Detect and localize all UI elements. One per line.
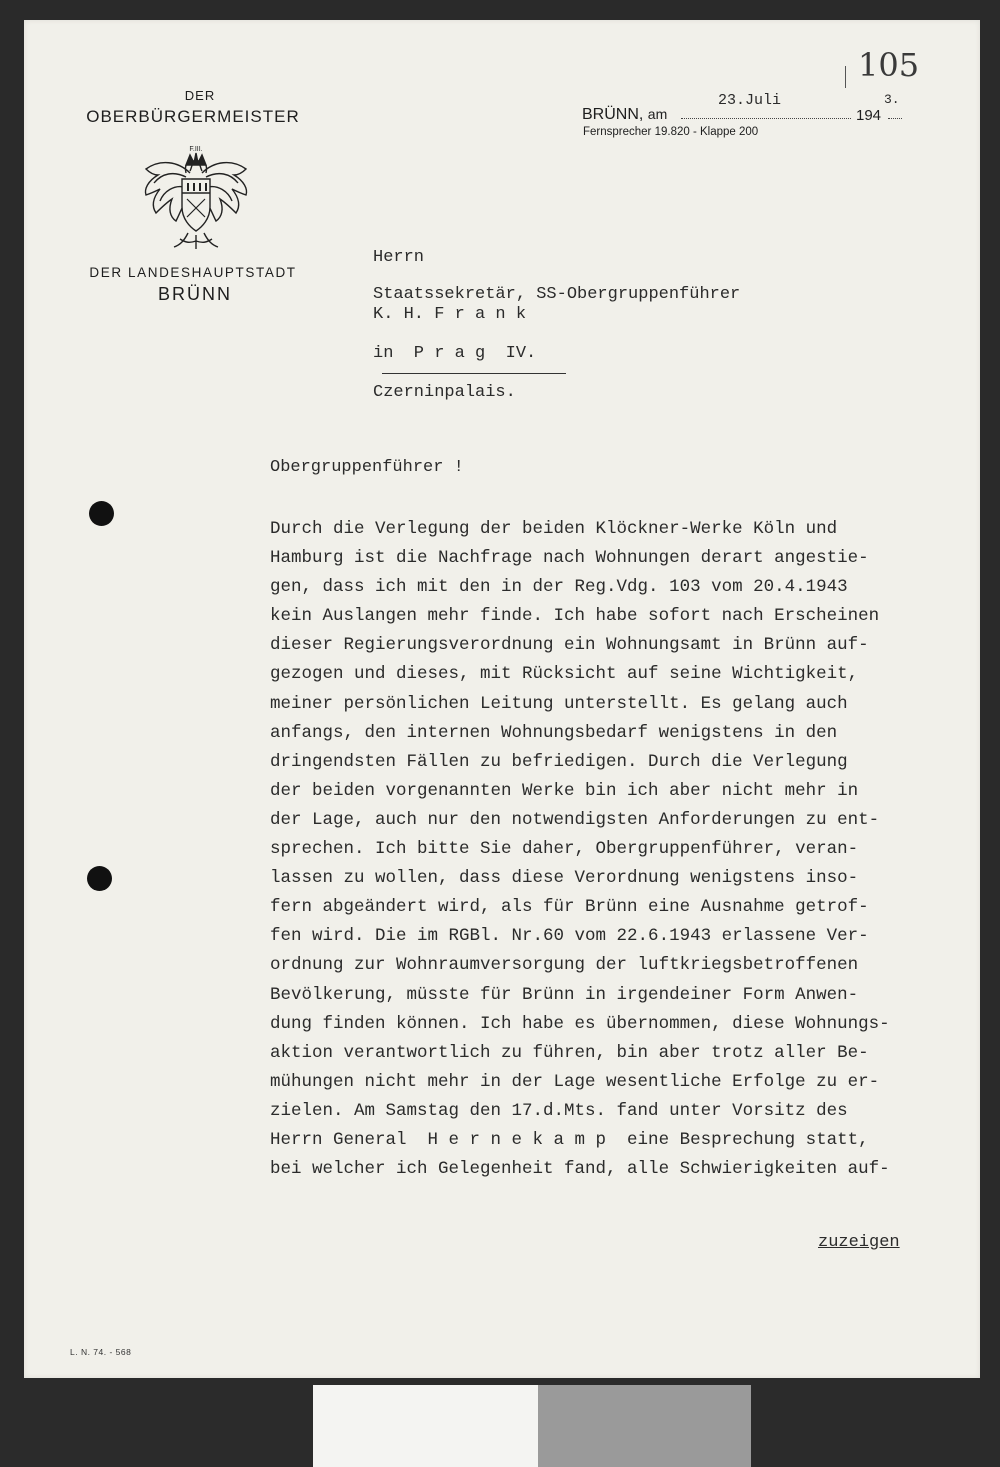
body-line: mühungen nicht mehr in der Lage wesentliche Erfolge zu er-	[270, 1071, 880, 1092]
handwritten-mark	[845, 66, 852, 88]
date-dotted-line	[681, 118, 851, 119]
year-dotted-line	[888, 118, 902, 119]
punch-hole-top	[89, 501, 114, 526]
body-line: meiner persönlichen Leitung unterstellt. Es gelang auch	[270, 693, 848, 714]
body-line: bei welcher ich Gelegenheit fand, alle Schwierigkeiten auf-	[270, 1159, 890, 1180]
body-line: der Lage, auch nur den notwendigsten Anforderungen zu ent-	[270, 809, 880, 830]
address-line-1: Herrn	[373, 248, 425, 267]
body-line: ordnung zur Wohnraumversorgung der luftkriegsbetroffenen	[270, 955, 859, 976]
body-line: gen, dass ich mit den in der Reg.Vdg. 103 vom 20.4.1943	[270, 577, 848, 598]
form-number: L. N. 74. - 568	[70, 1347, 132, 1357]
body-line: gezogen und dieses, mit Rücksicht auf seine Wichtigkeit,	[270, 664, 859, 685]
letterhead-der: DER	[184, 88, 216, 103]
address-underline	[382, 373, 566, 374]
body-line: fen wird. Die im RGBl. Nr.60 vom 22.6.1943 erlassene Ver-	[270, 926, 869, 947]
body-line: dringendsten Fällen zu befriedigen. Durch die Verlegung	[270, 751, 848, 772]
scan-gray-card	[538, 1385, 751, 1467]
letterhead-city-label: DER LANDESHAUPTSTADT	[89, 265, 297, 280]
letterhead-title: OBERBÜRGERMEISTER	[86, 107, 300, 126]
body-line: aktion verantwortlich zu führen, bin aber trotz aller Be-	[270, 1042, 869, 1063]
crest-label: F.III.	[189, 146, 203, 153]
letter-body	[270, 515, 970, 1184]
letterhead-city: BRÜNN	[157, 284, 232, 304]
body-line: dung finden können. Ich habe es übernommen, diese Wohnungs-	[270, 1013, 890, 1034]
coat-of-arms-emblem	[140, 143, 252, 253]
body-line: dieser Regierungsverordnung ein Wohnungsamt in Brünn auf-	[270, 635, 869, 656]
header-phone: Fernsprecher 19.820 - Klappe 200	[583, 126, 759, 138]
body-line: fern abgeändert wird, als für Brünn eine Ausnahme getrof-	[270, 897, 869, 918]
body-line: lassen zu wollen, dass diese Verordnung wenigstens inso-	[270, 868, 859, 889]
header-date: 23.Juli	[718, 92, 782, 109]
salutation: Obergruppenführer !	[270, 458, 464, 477]
header-year-suffix: 3.	[884, 92, 900, 107]
body-line: kein Auslangen mehr finde. Ich habe sofort nach Erscheinen	[270, 606, 880, 627]
address-line-4: in P r a g IV.	[373, 344, 537, 363]
scan-white-card	[313, 1385, 538, 1467]
punch-hole-bottom	[87, 866, 112, 891]
body-line: Durch die Verlegung der beiden Klöckner-Werke Köln und	[270, 519, 838, 539]
body-line: anfangs, den internen Wohnungsbedarf wenigstens in den	[270, 722, 838, 743]
body-line: Herrn General H e r n e k a m p eine Besprechung statt,	[270, 1129, 869, 1150]
body-line: Bevölkerung, müsste für Brünn in irgendeiner Form Anwen-	[270, 984, 859, 1005]
header-place-name: BRÜNN,	[582, 106, 644, 123]
address-line-2: Staatssekretär, SS-Obergruppenführer	[373, 285, 741, 304]
continuation-word: zuzeigen	[818, 1233, 900, 1252]
body-line: der beiden vorgenannten Werke bin ich aber nicht mehr in	[270, 780, 859, 801]
header-year-prefix: 194	[856, 107, 882, 124]
body-line: zielen. Am Samstag den 17.d.Mts. fand unter Vorsitz des	[270, 1100, 848, 1121]
body-line: sprechen. Ich bitte Sie daher, Obergruppenführer, veran-	[270, 839, 859, 860]
header-am: am	[647, 106, 668, 122]
handwritten-folio-number: 105	[858, 46, 920, 84]
address-line-5: Czerninpalais.	[373, 383, 516, 402]
header-place	[582, 106, 667, 124]
address-line-3: K. H. F r a n k	[373, 305, 527, 324]
body-line: Hamburg ist die Nachfrage nach Wohnungen derart angestie-	[270, 548, 869, 569]
